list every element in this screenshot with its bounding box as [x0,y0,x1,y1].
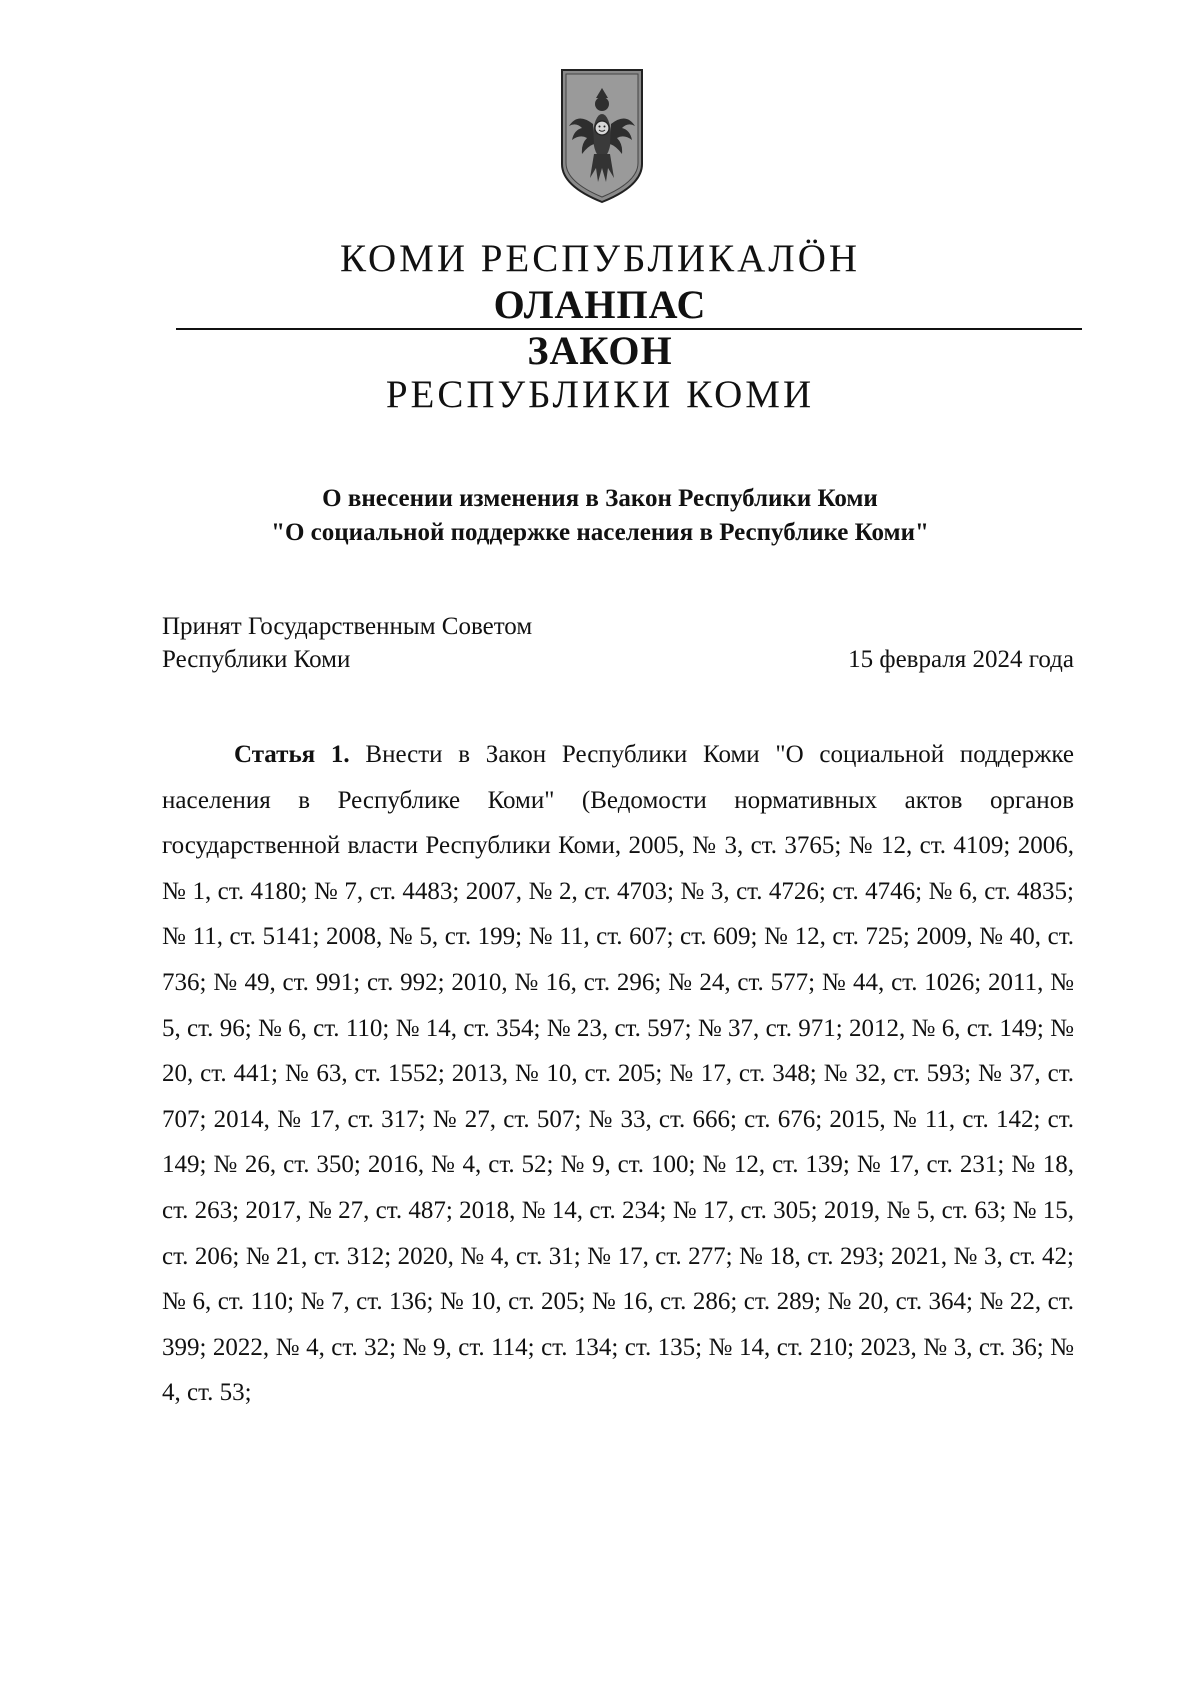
law-title [0,482,1200,550]
article-1-text: Внести в Закон Республики Коми "О социальной поддержке населения в Республике Коми" (Ведомости нормативных актов органов государственной власти Республики Коми, 2005, № 3, ст. 3765; № 12, ст. 4109; 2006, № 1, ст. 4180; № 7, ст. 4483; 2007, № 2, ст. 4703; № 3, ст. 4726; ст. 4746; № 6, ст. 4835; № 11, ст. 5141; 2008, № 5, ст. 199; № 11, ст. 607; ст. 609; № 12, ст. 725; 2009, № 40, ст. 736; № 49, ст. 991; ст. 992; 2010, № 16, ст. 296; № 24, ст. 577; № 44, ст. 1026; 2011, № 5, ст. 96; № 6, ст. 110; № 14, ст. 354; № 23, ст. 597; № 37, ст. 971; 2012, № 6, ст. 149; № 20, ст. 441; № 63, ст. 1552; 2013, № 10, ст. 205; № 17, ст. 348; № 32, ст. 593; № 37, ст. 707; 2014, № 17, ст. 317; № 27, ст. 507; № 33, ст. 666; ст. 676; 2015, № 11, ст. 142; ст. 149; № 26, ст. 350; 2016, № 4, ст. 52; № 9, ст. 100; № 12, ст. 139; № 17, ст. 231; № 18, ст. 263; 2017, № 27, ст. 487; 2018, № 14, ст. 234; № 17, ст. 305; 2019, № 5, ст. 63; № 15, ст. 206; № 21, ст. 312; 2020, № 4, ст. 31; № 17, ст. 277; № 18, ст. 293; 2021, № 3, ст. 42; № 6, ст. 110; № 7, ст. 136; № 10, ст. 205; № 16, ст. 286; ст. 289; № 20, ст. 364; № 22, ст. 399; 2022, № 4, ст. 32; № 9, ст. 114; ст. 134; ст. 135; № 14, ст. 210; 2023, № 3, ст. 36; № 4, ст. 53; [162,741,1074,1407]
header-zakon: ЗАКОН [527,328,673,373]
adoption-date: 15 февраля 2024 года [848,646,1074,673]
header-komi-line: КОМИ РЕСПУБЛИКАЛÖН [339,237,861,280]
header-republic-line: РЕСПУБЛИКИ КОМИ [385,373,815,416]
article-1-paragraph [162,732,1074,1416]
law-title-line-1: О внесении изменения в Закон Республики Коми [322,485,878,512]
adoption-statement [162,610,532,676]
adoption-line-2: Республики Коми [162,646,351,673]
header-olanpas: ОЛАНПАС [493,282,707,327]
adoption-line-1: Принят Государственным Советом [162,613,533,640]
article-1-label: Статья 1. [234,741,350,768]
komi-coat-of-arms-icon [560,68,644,204]
law-title-line-2: "О социальной поддержке населения в Республике Коми" [271,519,929,546]
